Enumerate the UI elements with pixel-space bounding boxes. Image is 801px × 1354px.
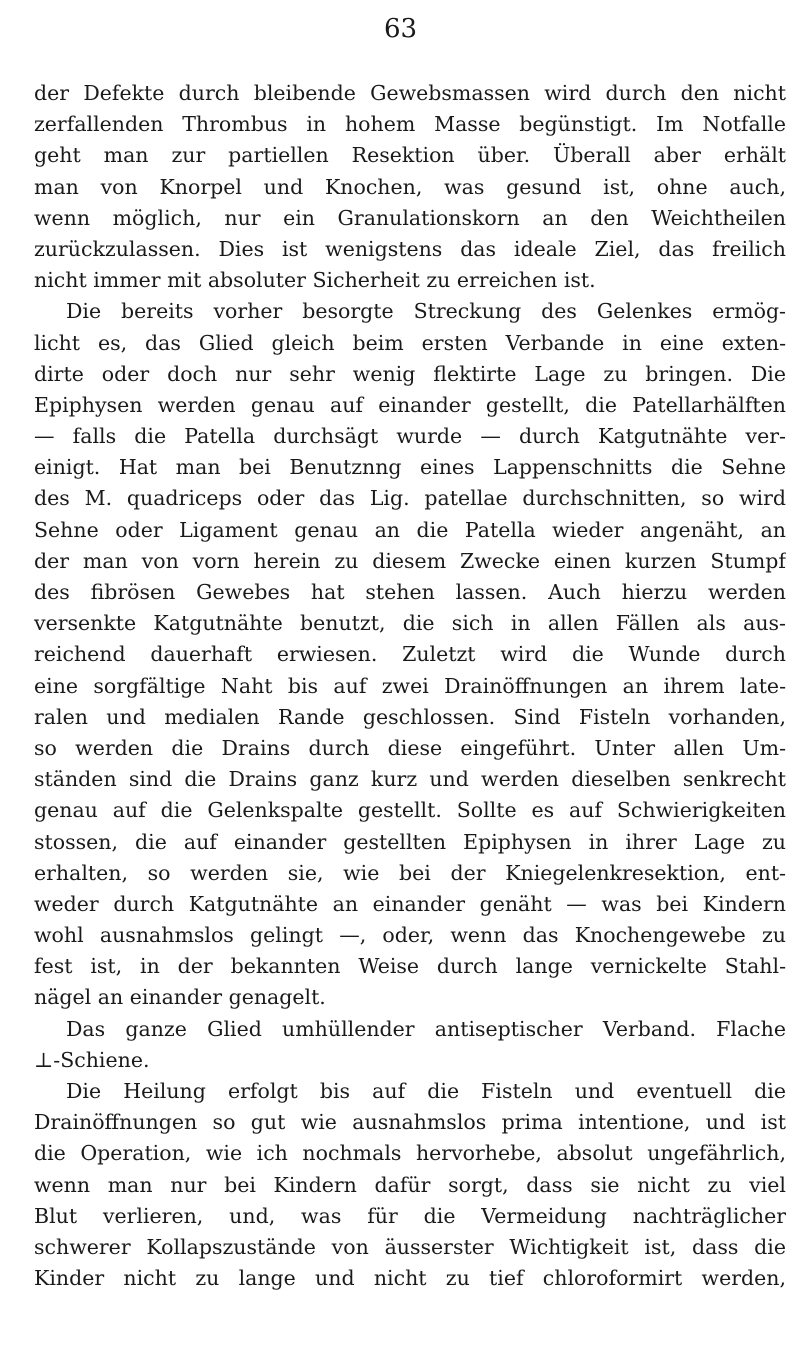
text-line: geht man zur partiellen Resektion über. Überall aber erhält [34, 143, 786, 168]
text-line: Das ganze Glied umhüllender antiseptischer Verband. Flache [66, 1016, 786, 1041]
text-line: dirte oder doch nur sehr wenig flektirte Lage zu bringen. Die [34, 361, 786, 386]
text-line: man von Knorpel und Knochen, was gesund ist, ohne auch, [34, 174, 786, 199]
text-line: Epiphysen werden genau auf einander gestellt, die Patellarhälften [34, 392, 786, 417]
text-line: ständen sind die Drains ganz kurz und werden dieselben senkrecht [34, 767, 786, 792]
text-line: versenkte Katgutnähte benutzt, die sich in allen Fällen als aus- [34, 611, 786, 636]
text-line: des fibrösen Gewebes hat stehen lassen. Auch hierzu werden [34, 580, 786, 604]
text-line: Blut verlieren, und, was für die Vermeidung nachträglicher [34, 1203, 786, 1228]
text-line: stossen, die auf einander gestellten Epiphysen in ihrer Lage zu [34, 829, 786, 854]
text-line: nicht immer mit absoluter Sicherheit zu erreichen ist. [34, 268, 596, 293]
text-line: wenn man nur bei Kindern dafür sorgt, dass sie nicht zu viel [34, 1172, 786, 1197]
text-line: ⊥-Schiene. [34, 1047, 150, 1072]
text-line: zurückzulassen. Dies ist wenigstens das ideale Ziel, das freilich [34, 236, 786, 261]
body-text [34, 78, 786, 1294]
text-line: einigt. Hat man bei Benutznng eines Lappenschnitts die Sehne [34, 455, 786, 480]
text-line: des M. quadriceps oder das Lig. patellae durchschnitten, so wird [34, 486, 786, 511]
text-line: ralen und medialen Rande geschlossen. Sind Fisteln vorhanden, [34, 704, 786, 729]
text-line: der man von vorn herein zu diesem Zwecke einen kurzen Stumpf [34, 548, 786, 573]
text-line: erhalten, so werden sie, wie bei der Kniegelenkresektion, ent- [34, 860, 786, 885]
text-line: reichend dauerhaft erwiesen. Zuletzt wird die Wunde durch [34, 642, 786, 667]
text-line: genau auf die Gelenkspalte gestellt. Sollte es auf Schwierigkeiten [34, 798, 786, 823]
text-line: Sehne oder Ligament genau an die Patella wieder angenäht, an [34, 517, 786, 542]
text-line: schwerer Kollapszustände von äusserster Wichtigkeit ist, dass die [34, 1234, 786, 1259]
text-line: Kinder nicht zu lange und nicht zu tief chloroformirt werden, [34, 1266, 786, 1291]
page-number: 63 [383, 14, 418, 44]
text-line: fest ist, in der bekannten Weise durch lange vernickelte Stahl- [34, 954, 786, 979]
text-line: so werden die Drains durch diese eingeführt. Unter allen Um- [34, 735, 786, 760]
text-line: Die Heilung erfolgt bis auf die Fisteln und eventuell die [66, 1079, 786, 1103]
text-line: Drainöffnungen so gut wie ausnahmslos prima intentione, und ist [34, 1110, 786, 1135]
text-line: weder durch Katgutnähte an einander genäht — was bei Kindern [34, 891, 786, 916]
text-line: der Defekte durch bleibende Gewebsmassen wird durch den nicht [34, 81, 786, 105]
text-line: Die bereits vorher besorgte Streckung des Gelenkes ermög- [66, 299, 786, 324]
text-line: die Operation, wie ich nochmals hervorhebe, absolut ungefährlich, [34, 1141, 786, 1166]
text-line: wohl ausnahmslos gelingt —, oder, wenn das Knochengewebe zu [34, 923, 786, 948]
text-line: wenn möglich, nur ein Granulationskorn an den Weichtheilen [34, 205, 786, 230]
text-line: licht es, das Glied gleich beim ersten Verbande in eine exten- [34, 330, 786, 355]
text-line: nägel an einander genagelt. [34, 985, 326, 1010]
text-line: — falls die Patella durchsägt wurde — durch Katgutnähte ver- [34, 424, 786, 449]
text-line: eine sorgfältige Naht bis auf zwei Drainöffnungen an ihrem late- [34, 673, 786, 698]
text-line: zerfallenden Thrombus in hohem Masse begünstigt. Im Notfalle [34, 112, 786, 137]
